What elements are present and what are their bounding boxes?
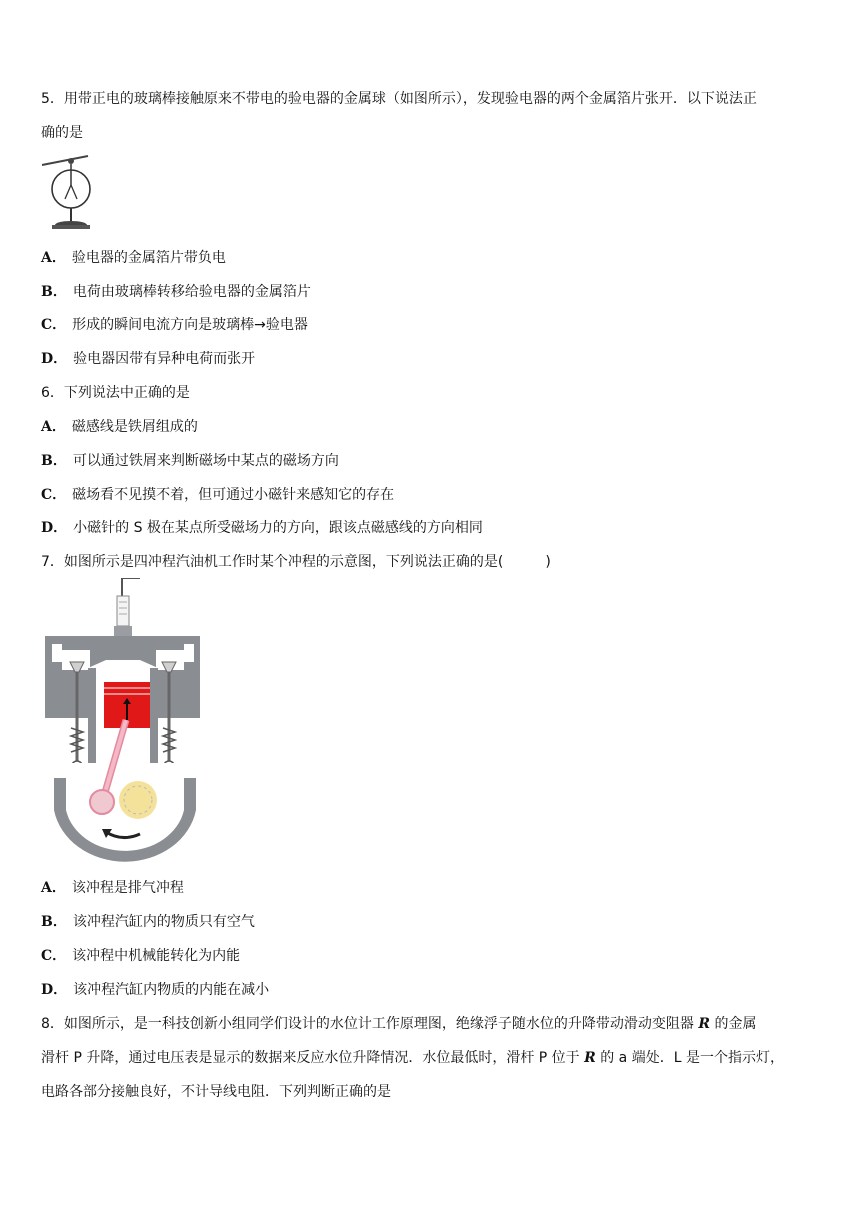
q5-option-a[interactable] [41,248,226,268]
resistor-symbol: R [584,1050,596,1066]
q6-option-c[interactable] [41,485,394,505]
option-text: 该冲程汽缸内物质的内能在减小 [73,982,270,998]
option-label: D． [41,520,68,536]
q8-stem-line3: 电路各部分接触良好，不计导线电阻．下列判断正确的是 [41,1084,391,1100]
option-text: 验电器因带有异种电荷而张开 [73,351,256,367]
q7-option-c[interactable] [41,946,240,966]
option-label: A． [41,880,66,896]
q7-option-b[interactable] [41,912,255,932]
option-label: C． [41,487,67,503]
option-label: C． [41,317,67,333]
option-label: B． [41,914,67,930]
option-text: 可以通过铁屑来判断磁场中某点的磁场方向 [72,453,339,469]
q5-option-b[interactable] [41,282,311,302]
q6-option-a[interactable] [41,417,198,437]
resistor-symbol: R [698,1016,710,1032]
q8-stem-line2 [41,1048,784,1068]
option-label: B． [41,453,67,469]
option-text: 验电器的金属箔片带负电 [71,250,226,266]
option-text: 电荷由玻璃棒转移给验电器的金属箔片 [72,284,311,300]
electroscope-figure [40,155,102,233]
q8-stem-line1 [41,1014,756,1034]
option-text: 形成的瞬间电流方向是玻璃棒→验电器 [72,317,308,333]
q8-text: 8．如图所示，是一科技创新小组同学们设计的水位计工作原理图，绝缘浮子随水位的升降带动滑动变阻器 [41,1016,699,1032]
q6-option-d[interactable] [41,518,483,538]
option-label: D． [41,982,68,998]
option-label: A． [41,250,66,266]
q8-text: 的 a 端处．L 是一个指示灯， [595,1050,784,1066]
option-text: 该冲程汽缸内的物质只有空气 [72,914,255,930]
option-text: 该冲程中机械能转化为内能 [72,948,241,964]
q5-stem-line2: 确的是 [41,125,83,141]
option-text: 该冲程是排气冲程 [71,880,184,896]
q7-option-a[interactable] [41,878,184,898]
option-label: B． [41,284,67,300]
option-label: A． [41,419,66,435]
q8-text: 滑杆 P 升降，通过电压表是显示的数据来反应水位升降情况．水位最低时，滑杆 P 位于 [41,1050,585,1066]
option-label: D． [41,351,68,367]
q6-option-b[interactable] [41,451,339,471]
q5-option-d[interactable] [41,349,255,369]
engine-stroke-figure [40,578,210,870]
q6-stem: 6．下列说法中正确的是 [41,385,190,401]
q8-text: 的金属 [710,1016,757,1032]
option-text: 磁感线是铁屑组成的 [71,419,198,435]
option-label: C． [41,948,67,964]
q5-stem-line1: 5．用带正电的玻璃棒接触原来不带电的验电器的金属球（如图所示），发现验电器的两个金属箔片张开．以下说法正 [41,91,757,107]
q7-option-d[interactable] [41,980,269,1000]
q5-option-c[interactable] [41,315,308,335]
option-text: 小磁针的 S 极在某点所受磁场力的方向，跟该点磁感线的方向相同 [73,520,483,536]
q7-stem: 7．如图所示是四冲程汽油机工作时某个冲程的示意图，下列说法正确的是( ) [41,554,551,570]
option-text: 磁场看不见摸不着，但可通过小磁针来感知它的存在 [72,487,395,503]
